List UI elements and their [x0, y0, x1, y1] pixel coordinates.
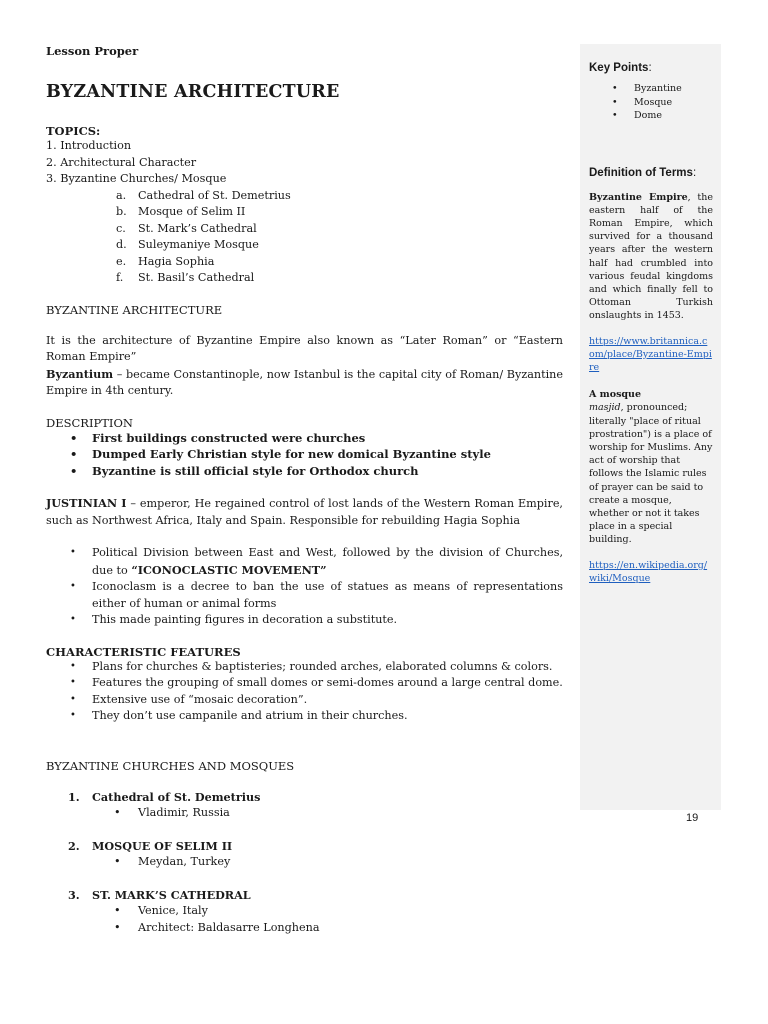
topic-subitem: b. Mosque of Selim II	[116, 205, 246, 218]
justinian-list	[46, 545, 563, 629]
churches-list	[46, 789, 563, 937]
description-heading: DESCRIPTION	[46, 415, 133, 430]
topic-subitem: f. St. Basil’s Cathedral	[116, 271, 255, 284]
definition-mosque: A mosque masjid, pronounced; literally "place of ritual prostration") is a place of worship for Muslims. Any act of worship that follows the Islamic rules of prayer can be said to create a mosque, whether or not it takes place in a special building.	[589, 389, 713, 546]
features-list	[46, 659, 563, 725]
feature-item: • They don’t use campanile and atrium in their churches.	[70, 709, 408, 722]
wikipedia-link[interactable]: https://en.wikipedia.org/wiki/Mosque	[589, 559, 708, 584]
britannica-link[interactable]: https://www.britannica.com/place/Byzantine-Empire	[589, 335, 712, 373]
key-point-item: • Dome	[612, 110, 662, 121]
church-location: • Vladimir, Russia	[114, 806, 230, 819]
key-points-heading: Key Points:	[589, 62, 652, 74]
features-heading: CHARACTERISTIC FEATURES	[46, 644, 241, 659]
key-points-list	[589, 82, 713, 123]
key-point-item: • Mosque	[612, 96, 673, 108]
topic-item: 3. Byzantine Churches/ Mosque	[46, 172, 227, 185]
justinian-item: • This made painting figures in decoration a substitute.	[70, 613, 398, 626]
lesson-label: Lesson Proper	[46, 44, 139, 58]
topic-subitem: e. Hagia Sophia	[116, 254, 215, 268]
byzantium-paragraph: Byzantium – became Constantinople, now Istanbul is the capital city of Roman/ Byzantine Empire in 4th century.	[46, 366, 563, 397]
churches-heading: BYZANTINE CHURCHES AND MOSQUES	[46, 758, 295, 773]
justinian-item: • Political Division between East and West, followed by the division of Churches, due to “ICONOCLASTIC MOVEMENT”	[70, 546, 563, 577]
sidebar	[580, 44, 721, 810]
topic-subitem: d. Suleymaniye Mosque	[116, 238, 259, 251]
page-number: 19	[686, 812, 699, 824]
page-title: BYZANTINE ARCHITECTURE	[46, 82, 340, 102]
church-item: 1. Cathedral of St. Demetrius • Vladimir, Russia	[46, 789, 563, 822]
definitions-heading: Definition of Terms:	[589, 166, 697, 179]
topic-item: 2. Architectural Character	[46, 155, 197, 169]
topic-item: 1. Introduction	[46, 139, 132, 152]
description-item: • Byzantine is still official style for Orthodox church	[70, 463, 419, 478]
description-list	[46, 430, 563, 480]
description-item: • First buildings constructed were churches	[70, 430, 366, 445]
description-item: • Dumped Early Christian style for new domical Byzantine style	[70, 447, 491, 461]
church-item: 2. MOSQUE OF SELIM II • Meydan, Turkey	[46, 838, 563, 871]
arch-paragraph: It is the architecture of Byzantine Empire also known as “Later Roman” or “Eastern Roman Empire”	[46, 333, 563, 363]
topic-sublist	[46, 188, 563, 287]
church-location: • Venice, Italy	[114, 904, 208, 917]
church-location: • Meydan, Turkey	[114, 855, 231, 868]
arch-heading: BYZANTINE ARCHITECTURE	[46, 302, 223, 317]
church-architect: • Architect: Baldasarre Longhena	[114, 920, 320, 934]
justinian-item: • Iconoclasm is a decree to ban the use of statues as means of representations either of human or animal forms	[70, 580, 563, 610]
definition-byzantine: Byzantine Empire, the eastern half of the Roman Empire, which survived for a thousand years after the western half had crumbled into various feudal kingdoms and which finally fell to Ottoman Turkish onslaughts in 1453.	[589, 191, 713, 322]
topics-heading: TOPICS:	[46, 124, 101, 138]
topic-subitem: c. St. Mark’s Cathedral	[116, 221, 257, 235]
church-item: 3. ST. MARK’S CATHEDRAL • Venice, Italy • Architect: Baldasarre Longhena	[46, 887, 563, 937]
justinian-paragraph: JUSTINIAN I – emperor, He regained control of lost lands of the Western Roman Empire, such as Northwest Africa, Italy and Spain. Responsible for rebuilding Hagia Sophia	[46, 496, 563, 527]
key-point-item: • Byzantine	[612, 83, 682, 94]
feature-item: • Plans for churches & baptisteries; rounded arches, elaborated columns & colors.	[70, 659, 553, 673]
main-content	[46, 44, 563, 936]
topics-section	[46, 124, 563, 287]
feature-item: • Extensive use of “mosaic decoration”.	[70, 692, 308, 706]
feature-item: • Features the grouping of small domes or semi-domes around a large central dome.	[70, 676, 563, 689]
topic-subitem: a. Cathedral of St. Demetrius	[116, 188, 291, 202]
